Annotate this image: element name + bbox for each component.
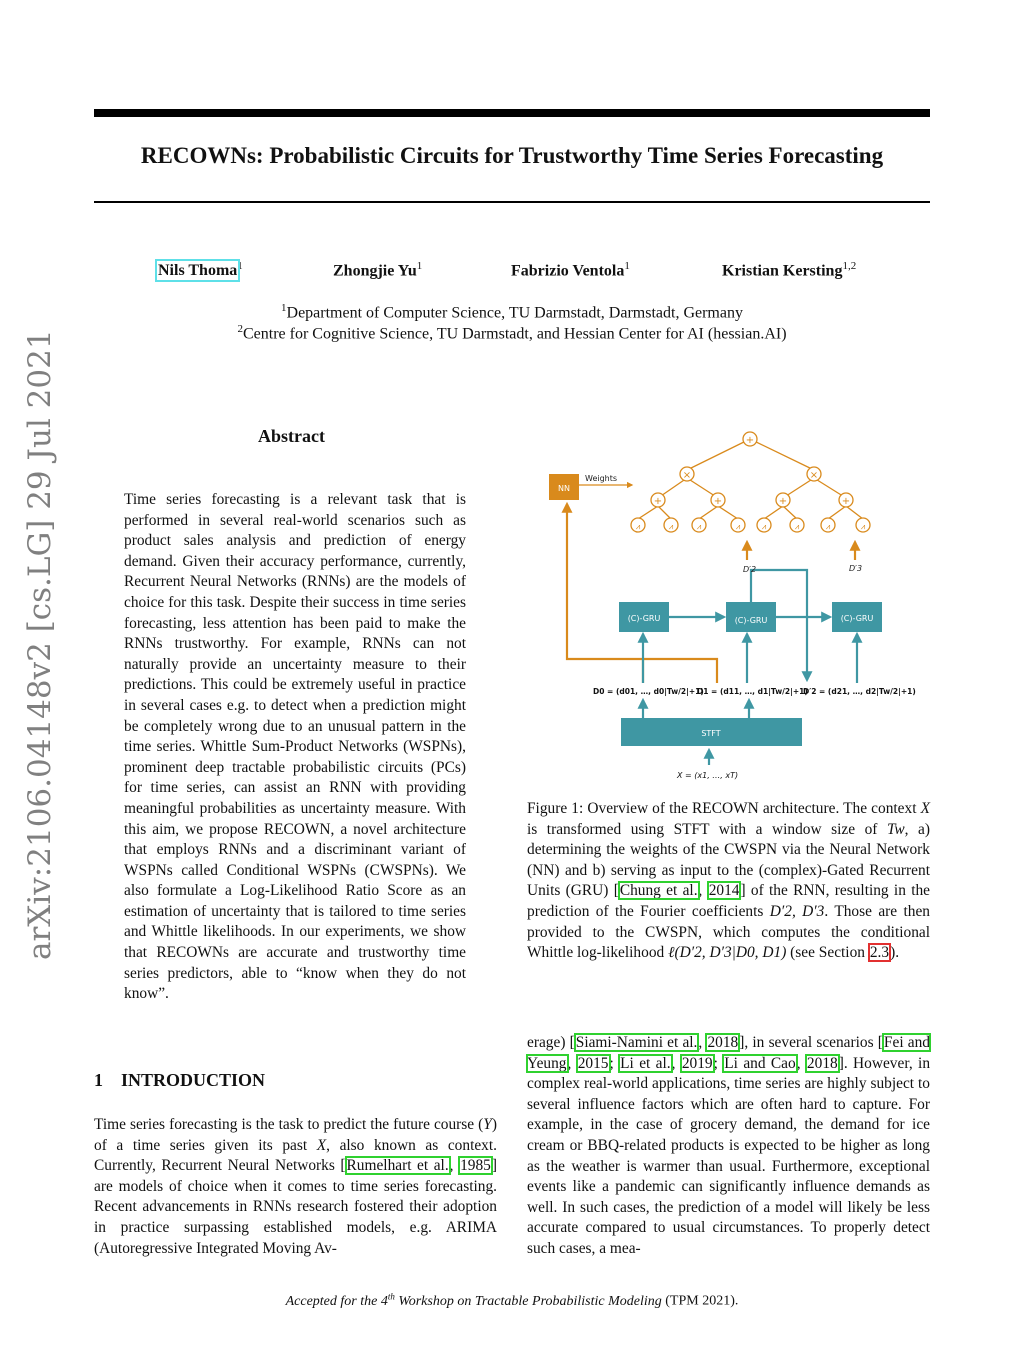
author-aff: 1 <box>237 260 243 272</box>
citation-link[interactable]: Li and Cao <box>724 1054 796 1072</box>
svg-text:+: + <box>653 496 663 507</box>
title-rule <box>94 201 930 203</box>
svg-text:×: × <box>809 470 819 481</box>
citation-year-link[interactable]: 2018 <box>806 1054 838 1072</box>
section-heading <box>94 1070 283 1091</box>
nn-label: NN <box>558 484 570 493</box>
figure-caption: Figure 1: Overview of the RECOWN architecture. The context X is transformed using STFT with a window size of Tw, a) determining the weights of the CWSPN via the Neural Network (NN) and b) serving as input to the (complex)-Gated Recurrent Units (GRU) [Chung et al., 2014] of the RNN, resulting in the prediction of the Fourier coefficients D′2, D′3. Those are then provided to the CWSPN, which computes the conditional Whittle log-likelihood ℓ(D′2, D′3|D0, D1) (see Section 2.3). <box>527 800 931 962</box>
gru-label: (C)-GRU <box>840 614 874 623</box>
svg-text:⩘: ⩘ <box>668 522 674 531</box>
gru-label: (C)-GRU <box>734 616 768 625</box>
arxiv-identifier: arXiv:2106.04148v2 [cs.LG] 29 Jul 2021 <box>22 329 58 960</box>
svg-text:+: + <box>778 496 788 507</box>
affiliation-1 <box>94 302 930 322</box>
svg-text:+: + <box>841 496 851 507</box>
spn-nodes <box>631 432 870 532</box>
citation-year-link[interactable]: 2015 <box>577 1054 609 1072</box>
gru-label: (C)-GRU <box>627 614 661 623</box>
context-to-nn-arrow <box>567 504 643 683</box>
fourier-equations <box>593 687 916 697</box>
citation-link[interactable]: Fei and Yeung <box>527 1034 930 1072</box>
abstract-heading: Abstract <box>258 426 325 446</box>
citation-year-link[interactable]: 1985 <box>460 1157 491 1175</box>
author-name: Kristian Kersting <box>722 262 843 280</box>
author-name: Fabrizio Ventola <box>511 262 625 280</box>
affiliation-mark: 1 <box>281 302 287 314</box>
author-3 <box>511 260 630 280</box>
section-title: INTRODUCTION <box>121 1070 266 1090</box>
d2-label: D′2 <box>743 565 757 574</box>
svg-text:⩘: ⩘ <box>794 522 800 531</box>
spn-edges <box>638 439 863 519</box>
affiliation-2 <box>94 323 930 343</box>
citation-link[interactable]: Chung et al. <box>619 882 698 900</box>
d3-label: D′3 <box>849 564 863 573</box>
footer-note: Accepted for the 4th Workshop on Tractable Probabilistic Modeling (TPM 2021). <box>285 1291 739 1309</box>
author-aff: 1 <box>624 260 630 272</box>
author-name: Zhongjie Yu <box>333 262 417 280</box>
svg-text:×: × <box>682 470 692 481</box>
weights-label: Weights <box>585 474 618 483</box>
author-1[interactable] <box>158 260 243 280</box>
citation-link[interactable]: Li et al. <box>620 1054 671 1072</box>
author-name[interactable]: Nils Thoma <box>158 262 238 280</box>
context-to-nn-arrow-2 <box>643 659 717 683</box>
figure-architecture-diagram <box>527 420 930 790</box>
svg-text:D′2 = (d21, …, d2|Tw/2|+1): D′2 = (d21, …, d2|Tw/2|+1) <box>803 687 916 696</box>
svg-text:D0 = (d01, …, d0|Tw/2|+1): D0 = (d01, …, d0|Tw/2|+1) <box>593 687 704 696</box>
citation-link[interactable]: Rumelhart et al. <box>346 1157 449 1175</box>
section-number: 1 <box>94 1070 103 1090</box>
citation-year-link[interactable]: 2018 <box>707 1034 739 1051</box>
svg-text:+: + <box>745 435 755 446</box>
affiliation-text: Centre for Cognitive Science, TU Darmstadt, and Hessian Center for AI (hessian.AI) <box>242 325 787 343</box>
svg-text:⩘: ⩘ <box>696 522 702 531</box>
affiliation-mark: 2 <box>237 323 243 335</box>
svg-text:+: + <box>713 496 723 507</box>
svg-text:⩘: ⩘ <box>825 522 831 531</box>
prediction-arrows <box>747 542 855 560</box>
stft-label: STFT <box>701 729 721 738</box>
citation-year-link[interactable]: 2019 <box>681 1054 713 1072</box>
author-4 <box>722 260 856 280</box>
top-rule <box>94 109 930 117</box>
svg-text:D1 = (d11, …, d1|Tw/2|+1): D1 = (d11, …, d1|Tw/2|+1) <box>697 687 808 696</box>
abstract-text: Time series forecasting is a relevant task that is performed in several real-world scenarios such as product sales analysis and prediction of energy demand. Given their accuracy performance, currently, Recurrent Neural Networks (RNNs) are the models of choice for this task. Despite their success in time series forecasting, less attention has been paid to make the RNNs trustworthy. For example, RNNs can not naturally provide an uncertainty measure to their predictions. This could be extremely useful in practice in several cases e.g. to detect when a prediction might be completely wrong due to an unusual pattern in the time series. Whittle Sum-Product Networks (WSPNs), prominent deep tractable probabilistic circuits (PCs) for time series, can assist an RNN with providing meaningful probabilities as uncertainty measure. With this aim, we propose RECOWN, a novel architecture that employs RNNs and a discriminant variant of WSPNs called Conditional WSPNs (CWSPNs). We also formulate a Log-Likelihood Ratio Score as an estimation of uncertainty that is tailored to time series and Whittle likelihoods. In our experiments, we show that RECOWNs are accurate and trustworthy time series predictors, able to “know when they do not know”. <box>124 491 466 1003</box>
author-aff: 1 <box>416 260 423 272</box>
svg-text:⩘: ⩘ <box>735 522 741 531</box>
intro-right-column: erage) [Siami-Namini et al., 2018], in several scenarios [Fei and Yeung, 2015; Li et al., 2019; Li and Cao, 2018]. However, in complex real-world applications, time series are highly subject to several influence factors which are often hard to capture. For example, in the case of grocery demand, the demand for ice cream or BBQ-related products is expected to be higher as long as the weather is warmer than usual. Furthermore, exceptional events like a pandemic can significantly influence demands as well. In such cases, the prediction of a model will likely be less accurate compared to usual circumstances. To properly detect such cases, a mea- <box>527 1034 931 1257</box>
citation-year-link[interactable]: 2014 <box>708 882 740 900</box>
author-aff: 1,2 <box>842 260 857 272</box>
svg-text:⩘: ⩘ <box>635 522 641 531</box>
x-equation: X = (x1, …, xT) <box>677 771 739 780</box>
intro-left-column: Time series forecasting is the task to predict the future course (Y) of a time series given its past X, also known as context. Currently, Recurrent Neural Networks [Rumelhart et al., 1985] are models of choice when it comes to time series forecasting. Recent advancements in RNNs research fostered their adoption in practice surpassing established models, e.g. ARIMA (Autoregressive Integrated Moving Av- <box>94 1116 497 1257</box>
section-ref-link[interactable]: 2.3 <box>869 944 890 962</box>
affiliation-text: Department of Computer Science, TU Darmstadt, Darmstadt, Germany <box>286 304 743 322</box>
author-2 <box>333 260 422 280</box>
citation-link[interactable]: Siami-Namini et al. <box>575 1034 698 1051</box>
svg-text:⩘: ⩘ <box>860 522 866 531</box>
paper-title: RECOWNs: Probabilistic Circuits for Trustworthy Time Series Forecasting <box>140 143 884 168</box>
svg-text:⩘: ⩘ <box>761 522 767 531</box>
